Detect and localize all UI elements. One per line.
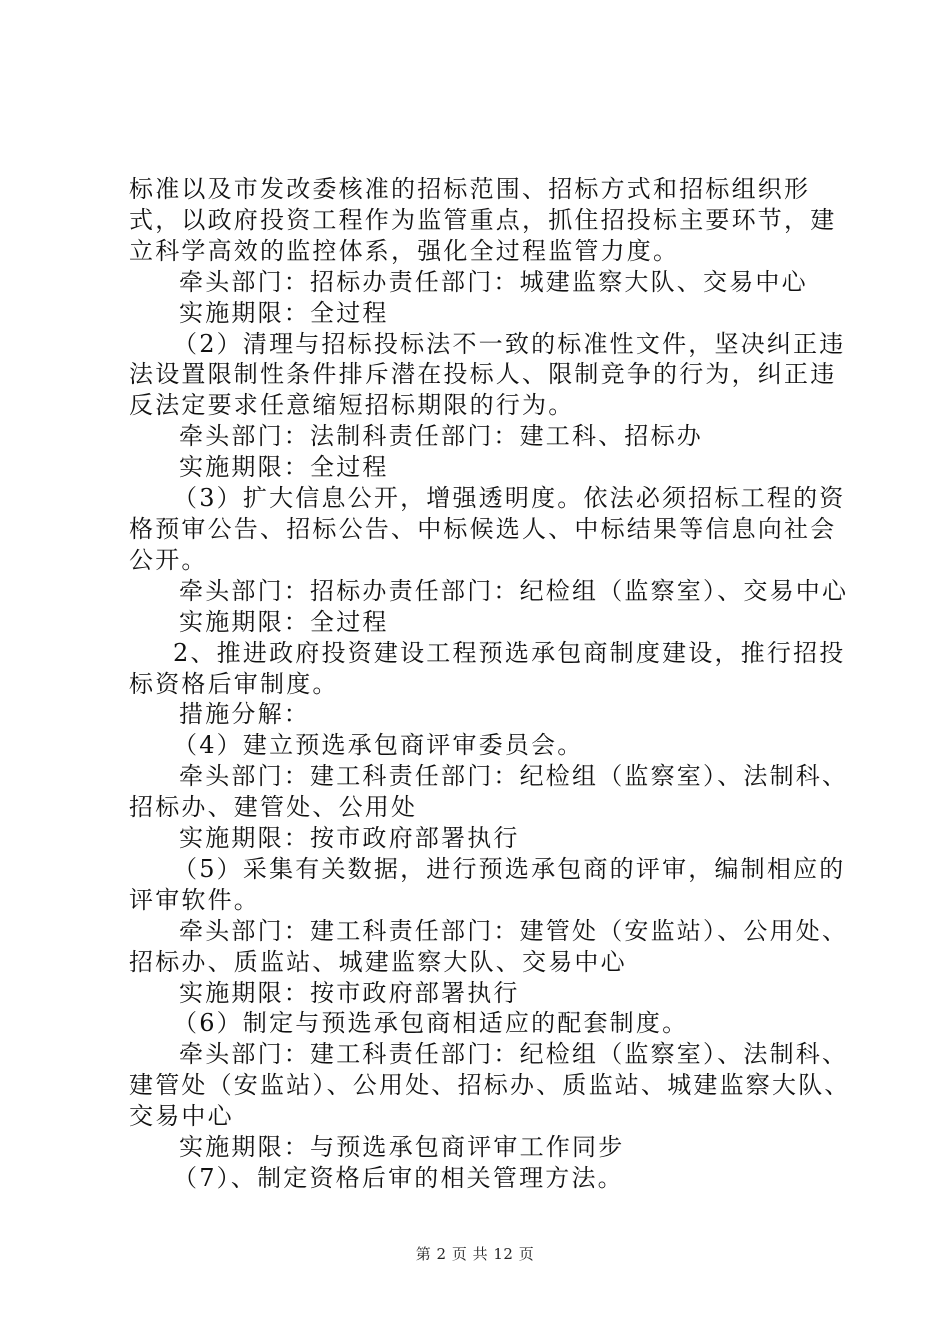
paragraph: 措施分解： [179, 700, 310, 729]
paragraph: （2）清理与招标投标法不一致的标准性文件，坚决纠正违法设置限制性条件排斥潜在投标人、限制竞争的行为，纠正违反法定要求任意缩短招标期限的行为。 [129, 329, 846, 420]
paragraph: （7）、制定资格后审的相关管理方法。 [173, 1164, 624, 1192]
document-body [129, 174, 857, 1194]
paragraph: 标准以及市发改委核准的招标范围、招标方式和招标组织形式，以政府投资工程作为监管重点，抓住招投标主要环节，建立科学高效的监控体系，强化全过程监管力度。 [129, 175, 837, 265]
paragraph: 实施期限：按市政府部署执行 [179, 824, 520, 853]
page-number-footer: 第 2 页 共 12 页 [415, 1245, 535, 1263]
paragraph: 牵头部门：建工科责任部门：纪检组（监察室）、法制科、招标办、建管处、公用处 [129, 762, 849, 822]
paragraph: 牵头部门：建工科责任部门：纪检组（监察室）、法制科、建管处（安监站）、公用处、招标办、质监站、城建监察大队、交易中心 [129, 1040, 851, 1131]
paragraph: （4）建立预选承包商评审委员会。 [173, 731, 584, 760]
paragraph: 实施期限：全过程 [179, 298, 389, 327]
paragraph: 牵头部门：招标办责任部门：纪检组（监察室）、交易中心 [179, 576, 849, 605]
paragraph: （6）制定与预选承包商相适应的配套制度。 [173, 1009, 689, 1038]
paragraph: 实施期限：按市政府部署执行 [179, 978, 520, 1007]
paragraph: （3）扩大信息公开，增强透明度。依法必须招标工程的资格预审公告、招标公告、中标候选人、中标结果等信息向社会公开。 [129, 484, 846, 574]
paragraph: 实施期限：全过程 [179, 607, 389, 636]
paragraph: （5）采集有关数据，进行预选承包商的评审，编制相应的评审软件。 [129, 854, 846, 914]
paragraph: 牵头部门：招标办责任部门：城建监察大队、交易中心 [179, 267, 808, 296]
paragraph: 牵头部门：法制科责任部门：建工科、招标办 [179, 422, 703, 451]
paragraph: 牵头部门：建工科责任部门：建管处（安监站）、公用处、招标办、质监站、城建监察大队、交易中心 [129, 916, 849, 976]
paragraph: 实施期限：与预选承包商评审工作同步 [179, 1133, 625, 1162]
paragraph: 2、推进政府投资建设工程预选承包商制度建设，推行招投标资格后审制度。 [129, 638, 846, 698]
paragraph: 实施期限：全过程 [179, 453, 389, 482]
